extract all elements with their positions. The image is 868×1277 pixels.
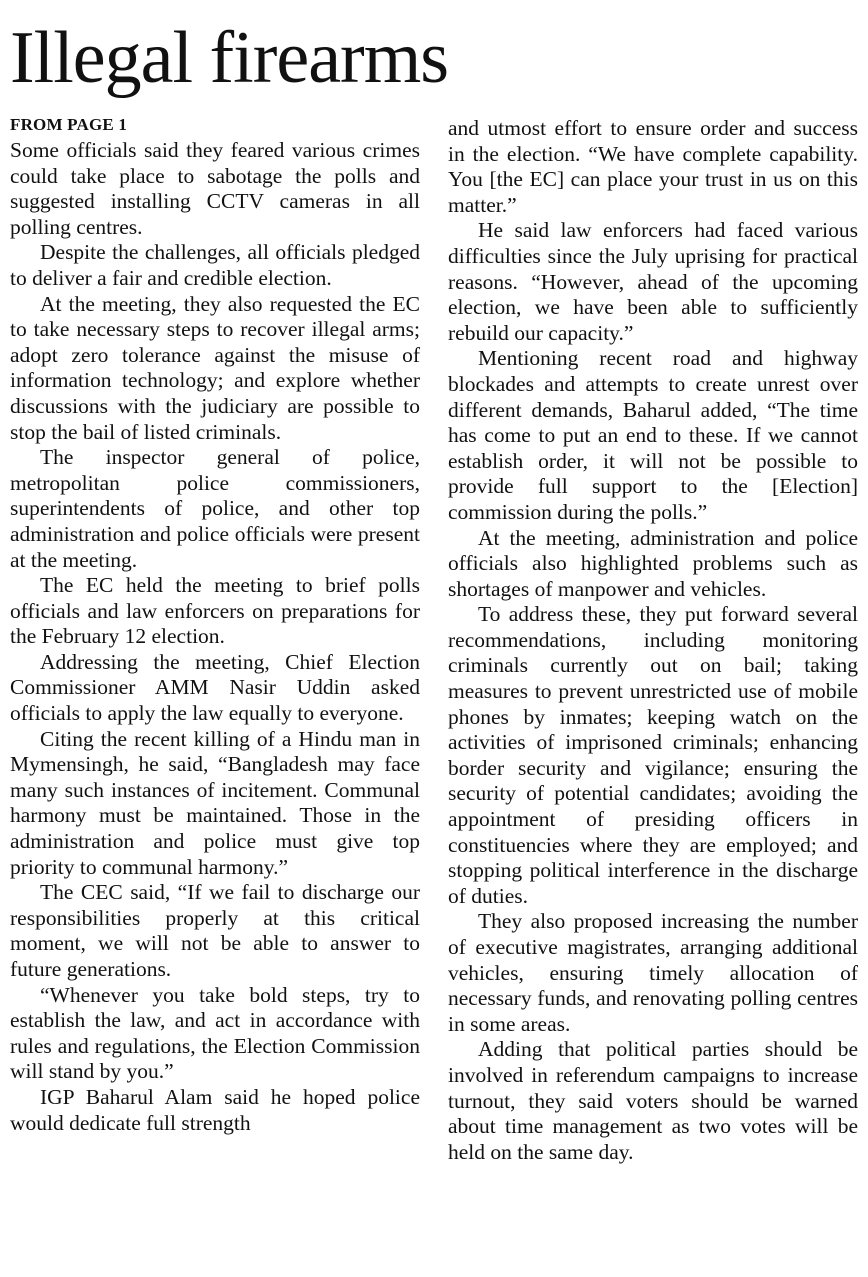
paragraph: “Whenever you take bold steps, try to establish the law, and act in accordance with rules and regulations, the Election Commission will stand by you.” <box>10 982 420 1084</box>
paragraph: Mentioning recent road and highway blockades and attempts to create unrest over different demands, Baharul added, “The time has come to put an end to these. If we cannot establish order, it will not be possible to provide full support to the [Election] commission during the polls.” <box>448 346 858 524</box>
paragraph: The inspector general of police, metropolitan police commissioners, superintendents of police, and other top administration and police officials were present at the meeting. <box>10 445 420 572</box>
paragraph: He said law enforcers had faced various difficulties since the July uprising for practical reasons. “However, ahead of the upcoming election, we have been able to sufficiently rebuild our capacity.” <box>448 218 858 345</box>
paragraph: The EC held the meeting to brief polls officials and law enforcers on preparations for the February 12 election. <box>10 573 420 649</box>
paragraph: Addressing the meeting, Chief Election Commissioner AMM Nasir Uddin asked officials to apply the law equally to everyone. <box>10 649 420 726</box>
paragraph: At the meeting, they also requested the EC to take necessary steps to recover illegal arms; adopt zero tolerance against the misuse of information technology; and explore whether discussions with the judiciary are possible to stop the bail of listed criminals. <box>10 291 420 444</box>
paragraph: They also proposed increasing the number of executive magistrates, arranging additional vehicles, ensuring timely allocation of necessary funds, and renovating polling centres in some areas. <box>448 909 858 1036</box>
paragraph: Citing the recent killing of a Hindu man in Mymensingh, he said, “Bangladesh may face many such instances of incitement. Communal harmony must be maintained. Those in the administration and police must give top priority to communal harmony.” <box>10 726 420 879</box>
paragraph: and utmost effort to ensure order and success in the election. “We have complete capability. You [the EC] can place your trust in us on this matter.” <box>448 116 858 217</box>
article-column-right <box>448 116 858 1165</box>
paragraph: Some officials said they feared various crimes could take place to sabotage the polls and suggested installing CCTV cameras in all polling centres. <box>10 138 420 239</box>
paragraph: Despite the challenges, all officials pledged to deliver a fair and credible election. <box>10 240 420 290</box>
continuation-kicker: FROM PAGE 1 <box>10 115 128 134</box>
paragraph: At the meeting, administration and police officials also highlighted problems such as shortages of manpower and vehicles. <box>448 525 858 601</box>
paragraph: IGP Baharul Alam said he hoped police would dedicate full strength <box>10 1084 420 1135</box>
paragraph: To address these, they put forward several recommendations, including monitoring criminals currently out on bail; taking measures to prevent unrestricted use of mobile phones by inmates; keeping watch on the activities of imprisoned criminals; enhancing border security and vigilance; ensuring the security of potential candidates; avoiding the appointment of presiding officers in constituencies where they are employed; and stopping political interference in the discharge of duties. <box>448 602 858 908</box>
headline: Illegal firearms <box>10 17 449 99</box>
paragraph: Adding that political parties should be involved in referendum campaigns to increase turnout, they said voters should be warned about time management as two votes will be held on the same day. <box>448 1037 858 1164</box>
paragraph: The CEC said, “If we fail to discharge our responsibilities properly at this critical moment, we will not be able to answer to future generations. <box>10 880 420 981</box>
article-column-left <box>10 116 420 1136</box>
